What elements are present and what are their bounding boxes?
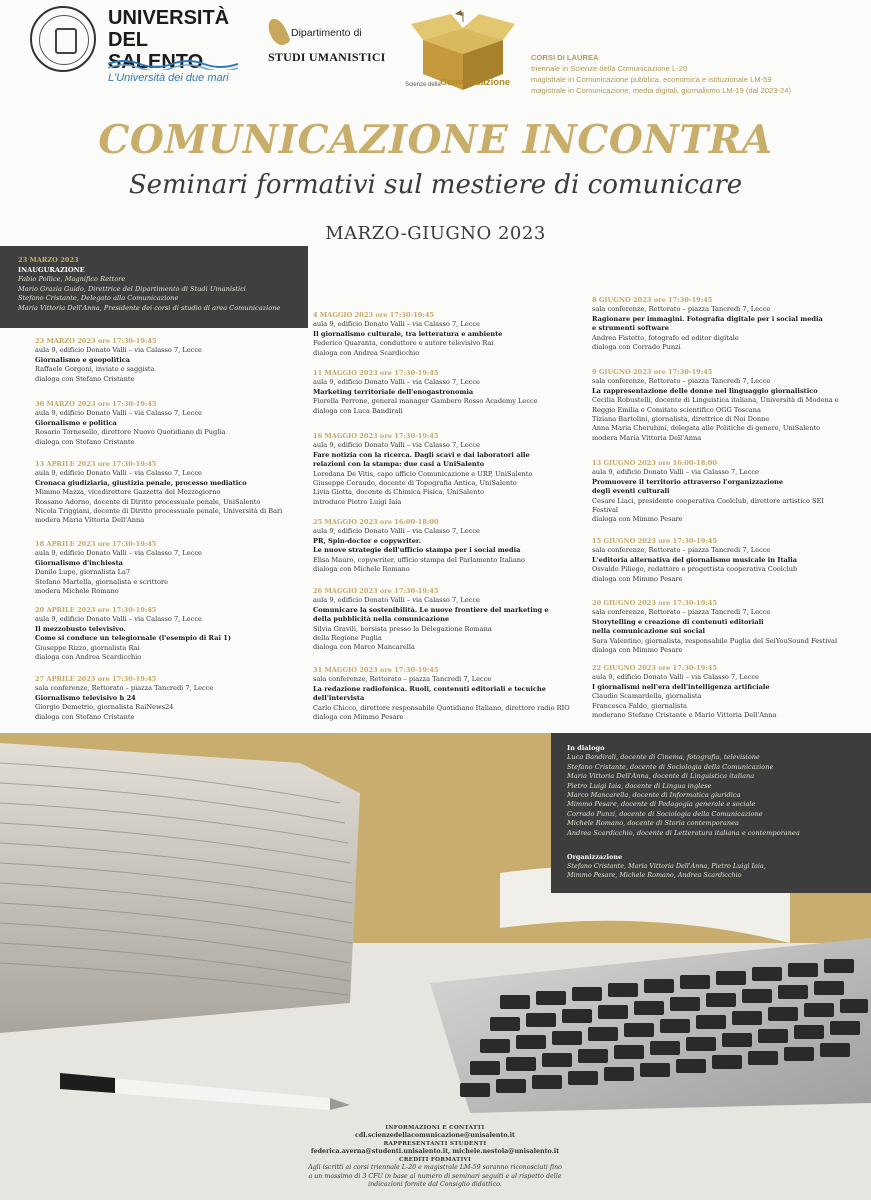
logo-caption-small: Scienze della xyxy=(405,82,441,88)
event-date: 4 MAGGIO 2023 ore 17:30-19:45 xyxy=(313,311,435,319)
event-speaker-line: Anna Maria Cherubini, delegata alle Politiche di genere, UniSalento xyxy=(592,424,821,433)
inauguration-line: Stefano Cristante, Delegato alla Comunicazione xyxy=(18,294,179,302)
event-date: 27 APRILE 2023 ore 17:30-19:45 xyxy=(35,675,157,683)
event-title: Promuovere il territorio attraverso l'organizzazione xyxy=(592,477,784,486)
event-speaker-line: dialoga con Mimmo Pesare xyxy=(592,646,683,655)
event-title: Storytelling e creazione di contenuti editoriali xyxy=(592,617,764,626)
event-entry xyxy=(313,369,538,416)
event-place: aula 9, edificio Donato Valli – via Calasso 7, Lecce xyxy=(35,549,202,558)
event-place: aula 9, edificio Donato Valli – via Calasso 7, Lecce xyxy=(313,378,480,387)
event-title: Fare notizia con la ricerca. Dagli scavi e dai laboratori alle xyxy=(313,450,530,459)
event-place: aula 9, edificio Donato Valli – via Calasso 7, Lecce xyxy=(313,527,480,536)
event-speaker-line: Reggio Emilia e Comitato scientifico OGG Toscana xyxy=(592,405,761,414)
event-place: aula 9, edificio Donato Valli – via Calasso 7, Lecce xyxy=(313,441,480,450)
event-speaker-line: Cecilia Robustelli, docente di Linguistica italiana, Università di Modena e xyxy=(592,396,839,405)
event-speaker-line: Rosario Tornesello, direttore Nuovo Quotidiano di Puglia xyxy=(35,428,226,437)
event-place: sala conferenze, Rettorato – piazza Tancredi 7, Lecce xyxy=(592,608,771,617)
event-speaker-line: modera Maria Vittoria Dell'Anna xyxy=(592,433,702,442)
event-title: dell'intervista xyxy=(313,694,365,703)
event-speaker-line: Nicola Triggiani, docente di Diritto processuale penale, Università di Bari xyxy=(35,507,283,516)
event-title: Giornalismo e geopolitica xyxy=(35,355,131,364)
course-item: magistrale in Comunicazione, media digitali, giornalismo LM-19 (dal 2023-24) xyxy=(531,86,792,95)
event-date: 8 GIUGNO 2023 ore 17:30-19:45 xyxy=(592,296,713,304)
event-speaker-line: dialoga con Stefano Cristante xyxy=(35,712,135,721)
event-entry xyxy=(313,311,502,358)
event-place: sala conferenze, Rettorato – piazza Tancredi 7, Lecce xyxy=(592,546,771,555)
event-speaker-line: dialoga con Andrea Scardicchio xyxy=(313,348,420,357)
event-speaker-line: Giuseppe Rizzo, giornalista Rai xyxy=(35,643,140,652)
info-heading: INFORMAZIONI E CONTATTI xyxy=(385,1125,485,1131)
inauguration-date: 23 MARZO 2023 xyxy=(18,256,79,264)
event-entry xyxy=(592,664,776,720)
event-date: 11 MAGGIO 2023 ore 17:30-19:45 xyxy=(313,369,439,377)
department-label: Dipartimento di xyxy=(291,27,362,39)
event-speaker-line: dialoga con Corrado Punzi xyxy=(592,343,681,352)
event-date: 22 GIUGNO 2023 ore 17:30-19:45 xyxy=(592,664,717,672)
dialog-person: Mimmo Pesare, docente di Pedagogia generale e sociale xyxy=(567,800,756,809)
main-title: COMUNICAZIONE INCONTRA xyxy=(98,117,773,163)
event-speaker-line: dialoga con Marco Mancarella xyxy=(313,643,415,652)
inauguration-line: Maria Vittoria Dell'Anna, Presidente dei corsi di studio di area Comunicazione xyxy=(18,303,281,312)
event-speaker-line: introduce Pietro Luigi Iaia xyxy=(313,497,402,506)
department-logo-icon xyxy=(265,16,291,48)
event-entry xyxy=(592,537,797,584)
event-speaker-line: Sara Valentino, giornalista, responsabile Puglia del SeiYouSound Festival xyxy=(592,636,838,645)
event-date: 16 MAGGIO 2023 ore 17:30-19:45 xyxy=(313,432,439,440)
event-date: 9 GIUGNO 2023 ore 17:30-19:45 xyxy=(592,368,713,376)
event-title: Le nuove strategie dell'ufficio stampa per i social media xyxy=(313,546,521,555)
university-seal-icon xyxy=(30,6,96,72)
dialog-person: Marco Mancarella, docente di Informatica giuridica xyxy=(567,791,741,800)
subtitle: Seminari formativi sul mestiere di comunicare xyxy=(128,170,743,200)
event-speaker-line: modera Maria Vittoria Dell'Anna xyxy=(35,516,145,525)
organizzazione-line: Stefano Cristante, Maria Vittoria Dell'Anna, Pietro Luigi Iaia, xyxy=(567,861,766,870)
course-item: magistrale in Comunicazione pubblica, economica e istituzionale LM-59 xyxy=(531,75,772,84)
event-entry xyxy=(313,587,549,653)
event-title: Giornalismo e politica xyxy=(35,418,117,427)
dialog-person: Pietro Luigi Iaia, docente di Lingua inglese xyxy=(567,781,712,790)
event-speaker-line: dialoga con Mimmo Pesare xyxy=(313,713,404,722)
event-title: Marketing territoriale dell'enogastronomia xyxy=(313,387,474,396)
event-place: sala conferenze, Rettorato – piazza Tancredi 7, Lecce xyxy=(592,305,771,314)
event-speaker-line: Francesca Faldo, giornalista xyxy=(592,701,687,710)
event-title: degli eventi culturali xyxy=(592,487,670,496)
event-date: 30 MARZO 2023 ore 17:30-19:45 xyxy=(35,400,157,408)
event-entry xyxy=(35,337,202,384)
event-place: sala conferenze, Rettorato – piazza Tancredi 7, Lecce xyxy=(35,684,214,693)
university-tagline: L'Università dei due mari xyxy=(108,72,229,84)
event-title: La redazione radiofonica. Ruoli, contenuti editoriali e tecniche xyxy=(313,684,546,693)
event-place: sala conferenze, Rettorato – piazza Tancredi 7, Lecce xyxy=(313,675,492,684)
event-speaker-line: dialoga con Luca Bandirali xyxy=(313,406,403,415)
event-date: 20 GIUGNO 2023 ore 17:30-19:45 xyxy=(592,599,717,607)
event-speaker-line: Livia Giotta, docente di Chimica Fisica, UniSalento xyxy=(313,488,484,497)
event-title: e strumenti software xyxy=(592,324,669,333)
event-speaker-line: dialoga con Mimmo Pesare xyxy=(592,515,683,524)
dialog-person: Maria Vittoria Dell'Anna, docente di Linguistica italiana xyxy=(567,772,755,781)
period: MARZO-GIUGNO 2023 xyxy=(325,223,546,244)
event-speaker-line: dialoga con Mimmo Pesare xyxy=(592,574,683,583)
event-title: relazioni con la stampa: due casi a UniSalento xyxy=(313,460,485,469)
event-speaker-line: Festival xyxy=(592,506,619,515)
event-place: aula 9, edificio Donato Valli – via Calasso 7, Lecce xyxy=(35,346,202,355)
event-entry xyxy=(592,296,823,352)
event-date: 25 MAGGIO 2023 ore 16:00-18:00 xyxy=(313,518,439,526)
students-heading: RAPPRESENTANTI STUDENTI xyxy=(383,1141,487,1148)
event-speaker-line: Silvia Gravili, borsista presso la Delegazione Romana xyxy=(313,624,492,633)
event-title: Giornalismo televisivo h 24 xyxy=(35,693,136,702)
in-dialogo xyxy=(567,744,867,838)
event-date: 18 APRILE 2023 ore 17:30-19:45 xyxy=(35,540,157,548)
event-entry xyxy=(592,459,824,525)
event-place: aula 9, edificio Donato Valli – via Calasso 7, Lecce xyxy=(35,469,202,478)
dialog-person: Stefano Cristante, docente di Sociologia della Comunicazione xyxy=(567,762,774,771)
organizzazione-heading: Organizzazione xyxy=(567,853,623,861)
event-title: Ragionare per immagini. Fotografia digitale per i social media xyxy=(592,314,823,323)
event-speaker-line: Stefano Martella, giornalista e scrittore xyxy=(35,577,169,586)
event-entry xyxy=(313,432,532,507)
event-speaker-line: moderano Stefano Cristante e Mario Vittoria Dell'Anna xyxy=(592,711,777,720)
dialog-person: Corrado Punzi, docente di Sociologia della Comunicazione xyxy=(567,809,763,818)
event-speaker-line: Cesare Liaci, presidente cooperativa Coolclub, direttore artistico SEI xyxy=(592,496,824,505)
event-place: aula 9, edificio Donato Valli – via Calasso 7, Lecce xyxy=(35,409,202,418)
event-speaker-line: Carlo Chicco, direttore responsabile Quotidiano Italiano, direttore radio RIO xyxy=(313,703,570,712)
event-date: 23 MARZO 2023 ore 17:30-19:45 xyxy=(35,337,157,345)
dialog-person: Andrea Scardicchio, docente di Letteratura italiana e contemporanea xyxy=(567,828,800,837)
credits-line: indicazioni fornite dal Consiglio didattico. xyxy=(368,1180,502,1188)
event-entry xyxy=(313,666,570,722)
event-entry xyxy=(35,460,282,526)
organizzazione xyxy=(567,853,867,879)
inauguration-line: Fabio Pollice, Magnifico Rettore xyxy=(18,275,126,283)
event-speaker-line: Rossano Adorno, docente di Diritto processuale penale, UniSalento xyxy=(35,497,261,506)
event-entry xyxy=(35,606,231,662)
event-date: 20 APRILE 2023 ore 17:30-19:45 xyxy=(35,606,157,614)
event-date: 13 APRILE 2023 ore 17:30-19:45 xyxy=(35,460,157,468)
event-place: aula 9, edificio Donato Valli – via Calasso 7, Lecce xyxy=(313,596,480,605)
event-title: Come si conduce un telegiornale (l'esempio di Rai 1) xyxy=(35,634,231,643)
event-date: 31 MAGGIO 2023 ore 17:30-19:45 xyxy=(313,666,439,674)
university-name-line1: UNIVERSITÀ xyxy=(108,7,230,29)
event-place: aula 9, edificio Donato Valli – via Calasso 7, Lecce xyxy=(35,615,202,624)
degree-courses xyxy=(531,52,866,96)
event-title: Il mezzobusto televisivo. xyxy=(35,624,126,633)
header xyxy=(0,0,871,110)
event-speaker-line: Elisa Mauro, copywriter, ufficio stampa del Parlamento Italiano xyxy=(313,555,526,564)
event-place: aula 9, edificio Donato Valli – via Calasso 7, Lecce xyxy=(592,468,759,477)
event-title: La rappresentazione delle donne nel linguaggio giornalistico xyxy=(592,386,818,395)
event-speaker-line: Giorgio Demetrio, giornalista RaiNews24 xyxy=(35,703,174,712)
event-speaker-line: dialoga con Stefano Cristante xyxy=(35,374,135,383)
event-title: Comunicare la sostenibilità. Le nuove frontiere del marketing e xyxy=(313,605,549,614)
event-title: Cronaca giudiziaria, giustizia penale, processo mediatico xyxy=(35,478,247,487)
inauguration-line: Mario Grazia Guido, Direttrice del Dipartimento di Studi Umanistici xyxy=(18,284,246,293)
event-speaker-line: dialoga con Michele Romano xyxy=(313,565,410,574)
event-title: L'editoria alternativa del giornalismo musicale in Italia xyxy=(592,555,798,564)
event-date: 26 MAGGIO 2023 ore 17:30-19:45 xyxy=(313,587,439,595)
credits-heading: CREDITI FORMATIVI xyxy=(398,1157,472,1164)
event-speaker-line: della Regione Puglia xyxy=(313,634,382,643)
organizzazione-line: Mimmo Pesare, Michele Romano, Andrea Scardicchio xyxy=(567,870,742,879)
department-name: STUDI UMANISTICI xyxy=(268,50,386,64)
event-speaker-line: Danilo Lupo, giornalista La7 xyxy=(35,568,131,577)
event-speaker-line: Mimmo Mazza, vicedirettore Gazzetta del Mezzogiorno xyxy=(35,488,221,497)
event-entry xyxy=(592,599,837,655)
students-emails[interactable]: federica.averna@studenti.unisalento.it, michele.nestola@unisalento.it xyxy=(310,1148,560,1156)
event-speaker-line: Federico Quaranta, conduttore e autore televisivo Rai xyxy=(313,339,494,348)
dialog-person: Luca Bandirali, docente di Cinema, fotografia, televisione xyxy=(567,753,760,762)
event-entry xyxy=(592,368,839,443)
event-speaker-line: Osvaldo Piliego, redattore e progettista cooperativa Coolclub xyxy=(592,565,798,574)
event-title: nella comunicazione sui social xyxy=(592,627,705,636)
event-title: Il giornalismo culturale, tra letteratura e ambiente xyxy=(313,329,503,338)
courses-heading: CORSI DI LAUREA xyxy=(531,53,599,62)
info-email[interactable]: cdl.scienzedellacomunicazione@unisalento.it xyxy=(355,1132,515,1140)
event-speaker-line: dialoga con Stefano Cristante xyxy=(35,437,135,446)
event-entry xyxy=(313,518,525,574)
event-speaker-line: Raffaele Gorgoni, inviato e saggista xyxy=(35,365,155,374)
event-date: 13 GIUGNO 2023 ore 16:00-18:00 xyxy=(592,459,717,467)
event-entry xyxy=(35,675,213,722)
event-date: 15 GIUGNO 2023 ore 17:30-19:45 xyxy=(592,537,717,545)
wave-icon xyxy=(108,58,238,70)
event-title: PR, Spin-doctor e copywriter. xyxy=(313,536,422,545)
event-place: sala conferenze, Rettorato – piazza Tancredi 7, Lecce xyxy=(592,377,771,386)
course-item: triennale in Scienze della Comunicazione L-20 xyxy=(531,64,688,73)
event-place: aula 9, edificio Donato Valli – via Calasso 7, Lecce xyxy=(592,673,759,682)
event-speaker-line: Giuseppe Ceraudo, docente di Topografia Antica, UniSalento xyxy=(313,479,517,488)
event-speaker-line: Claudio Scamardella, giornalista xyxy=(592,692,702,701)
event-place: aula 9, edificio Donato Valli – via Calasso 7, Lecce xyxy=(313,320,480,329)
event-title: della pubblicità nella comunicazione xyxy=(313,615,450,624)
event-title: I giornalismi nell'era dell'intelligenza artificiale xyxy=(592,682,770,691)
event-speaker-line: Loredana De Vitis, capo ufficio Comunicazione e URP, UniSalento xyxy=(313,469,533,478)
event-speaker-line: dialoga con Andrea Scardicchio xyxy=(35,653,142,662)
credits-line: Agli iscritti ai corsi triennale L-20 e magistrale LM-59 saranno riconosciuti fino xyxy=(308,1164,562,1172)
university-name-line2: DEL SALENTO xyxy=(108,29,204,73)
event-entry xyxy=(35,400,225,447)
event-entry xyxy=(35,540,202,596)
event-title: Giornalismo d'inchiesta xyxy=(35,558,123,567)
event-speaker-line: Tiziana Bartolini, giornalista, direttrice di Noi Donne xyxy=(592,415,770,424)
inauguration-title: INAUGURAZIONE xyxy=(18,265,85,274)
logo-caption-big: Comunicazione xyxy=(440,77,511,88)
event-speaker-line: Fiorella Perrone, general manager Gambero Rosso Academy Lecce xyxy=(313,397,538,406)
credits-line: a un massimo di 3 CFU in base al numero di seminari seguiti e al rispetto delle xyxy=(308,1172,562,1180)
dialog-person: Michele Romano, docente di Storia contemporanea xyxy=(567,819,739,828)
in-dialogo-heading: In dialogo xyxy=(567,744,605,752)
footer-info xyxy=(300,1124,570,1189)
newspaper-stack xyxy=(0,743,360,1033)
inauguration xyxy=(18,256,308,313)
event-speaker-line: modera Michele Romano xyxy=(35,587,119,596)
event-speaker-line: Andrea Fistetto, fotografo ed editor digitale xyxy=(592,333,739,342)
pen xyxy=(60,1073,350,1110)
